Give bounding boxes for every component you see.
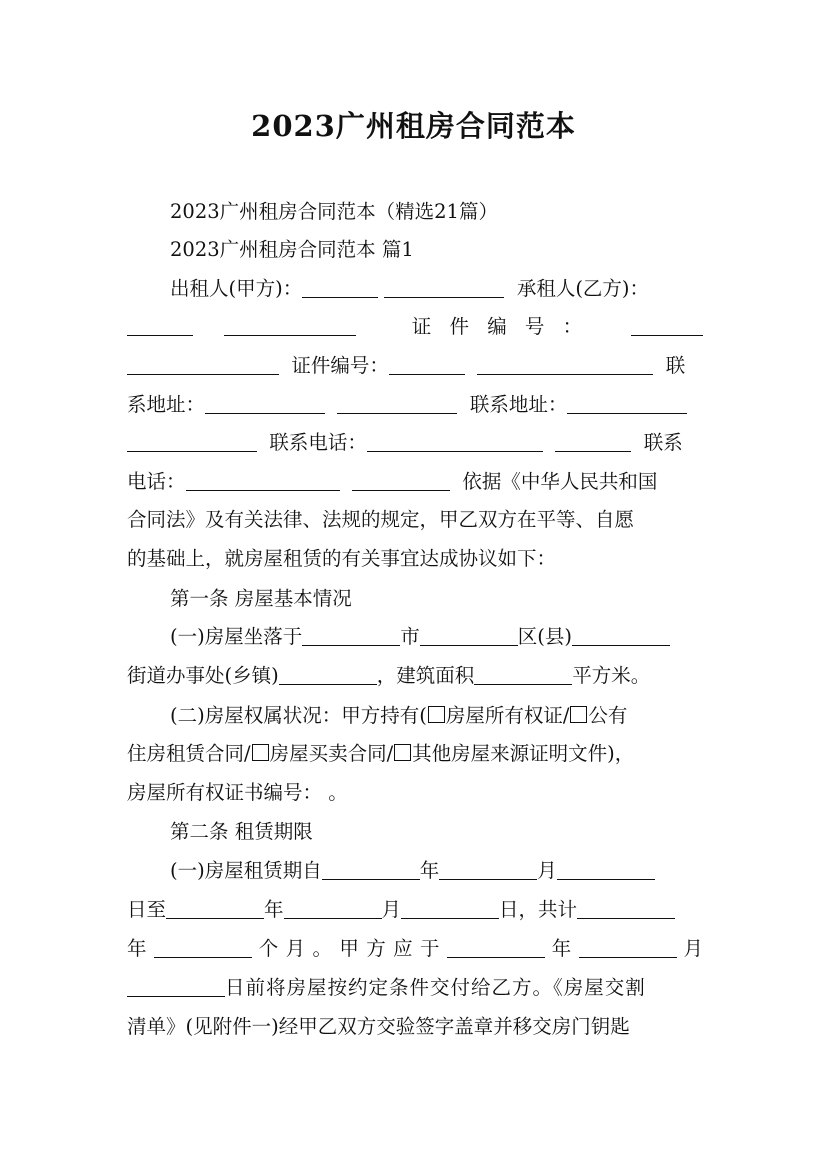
article-heading: 第一条 房屋基本情况 bbox=[170, 587, 352, 610]
document-title: 2023广州租房合同范本 bbox=[251, 109, 576, 143]
area-line: 街道办事处(乡镇) ，建筑面积 平方米。 bbox=[127, 657, 703, 695]
ownership-line-2: 住房租赁合同/ 房屋买卖合同/ 其他房屋来源证明文件)， bbox=[127, 742, 635, 765]
party-line: 出租人(甲方)： 承租人(乙方)： bbox=[170, 270, 703, 308]
id-line: 证 件 编 号 ： bbox=[127, 308, 703, 346]
location-line: (一)房屋坐落于 市 区(县) bbox=[170, 618, 703, 656]
phone-line-2: 电话： 依据《中华人民共和国 bbox=[127, 463, 703, 501]
section-heading: 2023广州租房合同范本 篇1 bbox=[170, 238, 414, 261]
address-line: 系地址： 联系地址： bbox=[127, 386, 703, 424]
checkbox[interactable] bbox=[394, 744, 411, 761]
checkbox[interactable] bbox=[570, 706, 587, 723]
body-line: 的基础上，就房屋租赁的有关事宜达成协议如下： bbox=[127, 547, 557, 570]
checkbox[interactable] bbox=[428, 706, 445, 723]
ownership-line: (二)房屋权属状况：甲方持有( 房屋所有权证/ 公有 bbox=[170, 704, 628, 727]
delivery-line: 日前将房屋按约定条件交付给乙方。《房屋交割 bbox=[127, 969, 703, 1007]
phone-line: 联系电话： 联系 bbox=[127, 424, 703, 462]
certificate-line: 房屋所有权证书编号： 。 bbox=[127, 781, 348, 804]
subtitle-line: 2023广州租房合同范本（精选21篇） bbox=[170, 200, 498, 223]
term-line-2: 日至 年 月 日，共计 bbox=[127, 891, 703, 929]
article-heading: 第二条 租赁期限 bbox=[170, 820, 313, 843]
delivery-line-2: 清单》(见附件一)经甲乙双方交验签字盖章并移交房门钥匙 bbox=[127, 1015, 630, 1038]
body-line: 合同法》及有关法律、法规的规定，甲乙双方在平等、自愿 bbox=[127, 508, 635, 531]
checkbox[interactable] bbox=[252, 744, 269, 761]
id-line-2: 证件编号： 联 bbox=[127, 347, 703, 385]
term-line: (一)房屋租赁期自 年 月 bbox=[170, 852, 703, 890]
term-line-3: 年 个 月 。 甲 方 应 于 年 月 bbox=[127, 930, 703, 968]
